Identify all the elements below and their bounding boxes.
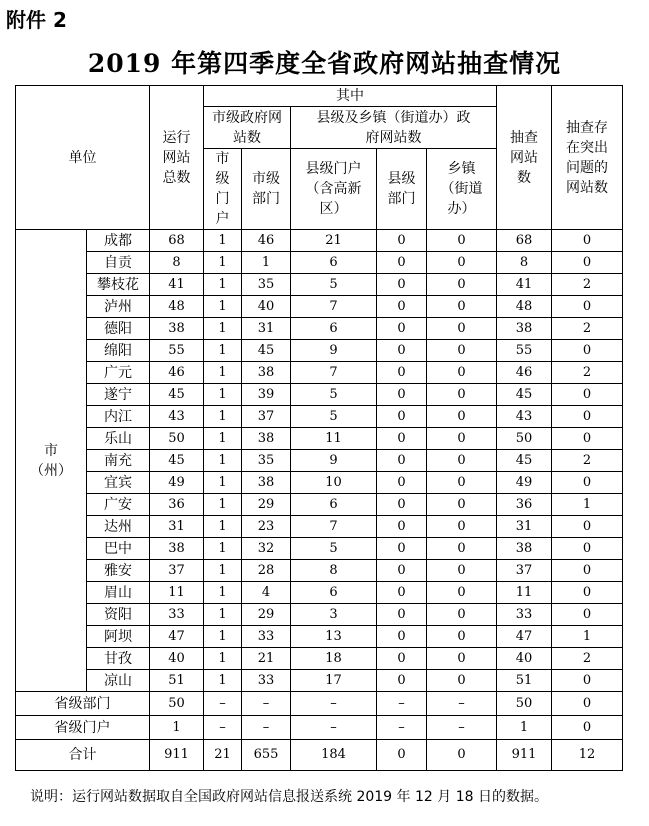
- table-row: [16, 582, 623, 604]
- cell-city-portal: 1: [204, 604, 242, 626]
- cell-county-portal: 18: [291, 648, 377, 670]
- cell-problem: 0: [552, 296, 623, 318]
- cell-problem: 2: [552, 362, 623, 384]
- cell-problem: 0: [552, 384, 623, 406]
- table-row: [16, 692, 623, 716]
- table-row: [16, 516, 623, 538]
- cell-county-portal: 184: [291, 740, 377, 771]
- cell-county-dept: 0: [377, 582, 427, 604]
- cell-county-dept: 0: [377, 340, 427, 362]
- table-row: [16, 604, 623, 626]
- cell-township: 0: [427, 582, 497, 604]
- row-name: 达州: [87, 516, 150, 538]
- cell-checked: 37: [497, 560, 552, 582]
- cell-township: 0: [427, 384, 497, 406]
- cell-city-dept: 38: [242, 472, 291, 494]
- cell-city-portal: 1: [204, 626, 242, 648]
- cell-city-portal: 1: [204, 582, 242, 604]
- cell-county-portal: 13: [291, 626, 377, 648]
- cell-township: 0: [427, 340, 497, 362]
- cell-checked: 50: [497, 692, 552, 716]
- cell-problem: 0: [552, 230, 623, 252]
- cell-total: 45: [150, 384, 204, 406]
- cell-problem: 0: [552, 252, 623, 274]
- cell-township: 0: [427, 428, 497, 450]
- cell-county-dept: –: [377, 692, 427, 716]
- cell-problem: 2: [552, 274, 623, 296]
- cell-problem: 1: [552, 626, 623, 648]
- row-name: 阿坝: [87, 626, 150, 648]
- cell-total: 38: [150, 538, 204, 560]
- cell-problem: 1: [552, 494, 623, 516]
- cell-checked: 45: [497, 384, 552, 406]
- cell-county-dept: 0: [377, 516, 427, 538]
- cell-checked: 48: [497, 296, 552, 318]
- cell-problem: 0: [552, 406, 623, 428]
- table-row: [16, 296, 623, 318]
- cell-township: 0: [427, 648, 497, 670]
- table-row: [16, 740, 623, 771]
- cell-total: 8: [150, 252, 204, 274]
- cell-problem: 0: [552, 670, 623, 692]
- cell-city-dept: 29: [242, 494, 291, 516]
- cell-checked: 51: [497, 670, 552, 692]
- cell-checked: 36: [497, 494, 552, 516]
- cell-county-portal: 17: [291, 670, 377, 692]
- cell-county-portal: 21: [291, 230, 377, 252]
- cell-county-dept: 0: [377, 670, 427, 692]
- row-name: 宜宾: [87, 472, 150, 494]
- cell-county-dept: 0: [377, 740, 427, 771]
- table-row: [16, 428, 623, 450]
- cell-city-dept: 46: [242, 230, 291, 252]
- cell-city-portal: 1: [204, 670, 242, 692]
- cell-total: 1: [150, 716, 204, 740]
- cell-city-dept: 655: [242, 740, 291, 771]
- cell-city-dept: –: [242, 716, 291, 740]
- header-city-dept: 市级 部门: [242, 149, 291, 230]
- cell-city-portal: 1: [204, 648, 242, 670]
- cell-county-portal: 8: [291, 560, 377, 582]
- cell-problem: 0: [552, 472, 623, 494]
- cell-township: 0: [427, 230, 497, 252]
- cell-township: –: [427, 692, 497, 716]
- header-county-group: 县级及乡镇（街道办）政 府网站数: [291, 107, 497, 149]
- cell-total: 46: [150, 362, 204, 384]
- cell-total: 43: [150, 406, 204, 428]
- table-row: [16, 450, 623, 472]
- cell-total: 50: [150, 692, 204, 716]
- row-name: 自贡: [87, 252, 150, 274]
- cell-total: 47: [150, 626, 204, 648]
- cell-township: –: [427, 716, 497, 740]
- row-name: 资阳: [87, 604, 150, 626]
- cell-county-portal: 5: [291, 406, 377, 428]
- cell-total: 45: [150, 450, 204, 472]
- cell-city-portal: 1: [204, 494, 242, 516]
- footnote: 说明：运行网站数据取自全国政府网站信息报送系统 2019 年 12 月 18 日的数据。: [30, 789, 548, 805]
- cell-total: 41: [150, 274, 204, 296]
- cell-township: 0: [427, 318, 497, 340]
- table-row: [16, 716, 623, 740]
- cell-total: 33: [150, 604, 204, 626]
- cell-county-portal: 7: [291, 362, 377, 384]
- row-name: 德阳: [87, 318, 150, 340]
- cell-township: 0: [427, 362, 497, 384]
- row-name: 雅安: [87, 560, 150, 582]
- row-name: 巴中: [87, 538, 150, 560]
- cell-problem: 0: [552, 692, 623, 716]
- table-row: [16, 648, 623, 670]
- row-name: 省级部门: [16, 692, 150, 716]
- cell-problem: 0: [552, 516, 623, 538]
- cell-checked: 41: [497, 274, 552, 296]
- cell-checked: 55: [497, 340, 552, 362]
- cell-township: 0: [427, 516, 497, 538]
- cell-problem: 2: [552, 318, 623, 340]
- cell-county-portal: 11: [291, 428, 377, 450]
- row-name: 广元: [87, 362, 150, 384]
- cell-township: 0: [427, 406, 497, 428]
- row-name: 成都: [87, 230, 150, 252]
- cell-checked: 8: [497, 252, 552, 274]
- cell-total: 51: [150, 670, 204, 692]
- cell-township: 0: [427, 252, 497, 274]
- cell-county-dept: 0: [377, 296, 427, 318]
- row-name: 内江: [87, 406, 150, 428]
- cell-county-dept: 0: [377, 450, 427, 472]
- inspection-table: [15, 85, 623, 771]
- cell-township: 0: [427, 560, 497, 582]
- group-label-city: 市 （州）: [16, 230, 87, 692]
- cell-township: 0: [427, 538, 497, 560]
- cell-city-dept: 39: [242, 384, 291, 406]
- header-checked: 抽查 网站 数: [497, 86, 552, 230]
- cell-county-portal: 6: [291, 582, 377, 604]
- cell-city-dept: 35: [242, 274, 291, 296]
- header-township: 乡镇 （街道 办）: [427, 149, 497, 230]
- table-row: [16, 626, 623, 648]
- cell-problem: 0: [552, 538, 623, 560]
- cell-county-portal: 5: [291, 384, 377, 406]
- cell-checked: 38: [497, 318, 552, 340]
- cell-city-dept: 32: [242, 538, 291, 560]
- table-row: [16, 318, 623, 340]
- cell-county-portal: 9: [291, 340, 377, 362]
- row-name: 攀枝花: [87, 274, 150, 296]
- row-name: 省级门户: [16, 716, 150, 740]
- cell-city-portal: 21: [204, 740, 242, 771]
- cell-city-dept: 4: [242, 582, 291, 604]
- header-total: 运行 网站 总数: [150, 86, 204, 230]
- cell-total: 40: [150, 648, 204, 670]
- cell-checked: 11: [497, 582, 552, 604]
- cell-total: 38: [150, 318, 204, 340]
- cell-township: 0: [427, 494, 497, 516]
- header-unit: 单位: [16, 86, 150, 230]
- cell-checked: 45: [497, 450, 552, 472]
- cell-city-portal: 1: [204, 274, 242, 296]
- cell-city-dept: 38: [242, 428, 291, 450]
- row-name: 乐山: [87, 428, 150, 450]
- row-name: 南充: [87, 450, 150, 472]
- table-row: [16, 340, 623, 362]
- cell-city-dept: 37: [242, 406, 291, 428]
- table-row: [16, 274, 623, 296]
- cell-city-portal: –: [204, 716, 242, 740]
- cell-city-dept: 29: [242, 604, 291, 626]
- row-name: 广安: [87, 494, 150, 516]
- cell-city-dept: 40: [242, 296, 291, 318]
- cell-total: 55: [150, 340, 204, 362]
- cell-city-portal: 1: [204, 296, 242, 318]
- cell-problem: 12: [552, 740, 623, 771]
- cell-total: 50: [150, 428, 204, 450]
- cell-county-portal: 5: [291, 538, 377, 560]
- header-city-group: 市级政府网 站数: [204, 107, 291, 149]
- cell-checked: 911: [497, 740, 552, 771]
- header-city-portal: 市 级 门 户: [204, 149, 242, 230]
- cell-problem: 0: [552, 428, 623, 450]
- cell-total: 11: [150, 582, 204, 604]
- cell-total: 31: [150, 516, 204, 538]
- cell-county-dept: 0: [377, 472, 427, 494]
- cell-city-dept: –: [242, 692, 291, 716]
- cell-total: 68: [150, 230, 204, 252]
- document-title: 2019 年第四季度全省政府网站抽查情况: [87, 49, 562, 78]
- cell-problem: 2: [552, 648, 623, 670]
- cell-city-dept: 38: [242, 362, 291, 384]
- cell-city-dept: 23: [242, 516, 291, 538]
- cell-city-dept: 45: [242, 340, 291, 362]
- cell-county-dept: 0: [377, 626, 427, 648]
- cell-township: 0: [427, 740, 497, 771]
- cell-checked: 50: [497, 428, 552, 450]
- cell-county-portal: –: [291, 716, 377, 740]
- cell-county-dept: 0: [377, 274, 427, 296]
- cell-total: 49: [150, 472, 204, 494]
- cell-township: 0: [427, 296, 497, 318]
- cell-county-portal: 3: [291, 604, 377, 626]
- cell-county-portal: –: [291, 692, 377, 716]
- cell-county-portal: 10: [291, 472, 377, 494]
- cell-county-dept: 0: [377, 230, 427, 252]
- cell-city-portal: 1: [204, 516, 242, 538]
- cell-county-dept: 0: [377, 384, 427, 406]
- cell-checked: 40: [497, 648, 552, 670]
- cell-county-dept: 0: [377, 648, 427, 670]
- table-row: [16, 230, 623, 252]
- table-row: [16, 560, 623, 582]
- row-name: 绵阳: [87, 340, 150, 362]
- cell-county-portal: 7: [291, 516, 377, 538]
- row-name: 甘孜: [87, 648, 150, 670]
- cell-city-portal: 1: [204, 362, 242, 384]
- cell-county-dept: 0: [377, 494, 427, 516]
- cell-city-dept: 33: [242, 670, 291, 692]
- cell-county-dept: –: [377, 716, 427, 740]
- table-row: [16, 670, 623, 692]
- row-name: 泸州: [87, 296, 150, 318]
- row-name: 遂宁: [87, 384, 150, 406]
- cell-county-dept: 0: [377, 560, 427, 582]
- row-name: 合计: [16, 740, 150, 771]
- cell-city-portal: 1: [204, 538, 242, 560]
- cell-township: 0: [427, 626, 497, 648]
- cell-checked: 49: [497, 472, 552, 494]
- cell-city-portal: 1: [204, 318, 242, 340]
- cell-city-dept: 35: [242, 450, 291, 472]
- cell-total: 36: [150, 494, 204, 516]
- table-row: [16, 362, 623, 384]
- cell-county-dept: 0: [377, 406, 427, 428]
- row-name: 眉山: [87, 582, 150, 604]
- cell-city-dept: 1: [242, 252, 291, 274]
- cell-problem: 0: [552, 604, 623, 626]
- cell-total: 48: [150, 296, 204, 318]
- cell-checked: 68: [497, 230, 552, 252]
- cell-township: 0: [427, 472, 497, 494]
- cell-county-portal: 7: [291, 296, 377, 318]
- table-row: [16, 406, 623, 428]
- cell-city-dept: 28: [242, 560, 291, 582]
- cell-total: 37: [150, 560, 204, 582]
- cell-township: 0: [427, 274, 497, 296]
- cell-problem: 0: [552, 582, 623, 604]
- cell-checked: 31: [497, 516, 552, 538]
- cell-city-portal: 1: [204, 384, 242, 406]
- cell-county-portal: 5: [291, 274, 377, 296]
- cell-total: 911: [150, 740, 204, 771]
- cell-county-dept: 0: [377, 604, 427, 626]
- cell-county-portal: 6: [291, 318, 377, 340]
- cell-problem: 0: [552, 716, 623, 740]
- cell-problem: 2: [552, 450, 623, 472]
- cell-city-portal: 1: [204, 428, 242, 450]
- cell-city-portal: 1: [204, 252, 242, 274]
- cell-checked: 38: [497, 538, 552, 560]
- cell-city-portal: 1: [204, 472, 242, 494]
- table-row: [16, 252, 623, 274]
- cell-city-portal: 1: [204, 340, 242, 362]
- cell-city-dept: 33: [242, 626, 291, 648]
- cell-city-portal: –: [204, 692, 242, 716]
- cell-checked: 46: [497, 362, 552, 384]
- cell-city-portal: 1: [204, 230, 242, 252]
- cell-county-dept: 0: [377, 318, 427, 340]
- cell-county-dept: 0: [377, 538, 427, 560]
- cell-county-dept: 0: [377, 428, 427, 450]
- cell-county-dept: 0: [377, 252, 427, 274]
- header-county-portal: 县级门户 （含高新 区）: [291, 149, 377, 230]
- cell-city-portal: 1: [204, 560, 242, 582]
- row-name: 凉山: [87, 670, 150, 692]
- cell-problem: 0: [552, 560, 623, 582]
- table-row: [16, 472, 623, 494]
- cell-checked: 47: [497, 626, 552, 648]
- cell-county-portal: 9: [291, 450, 377, 472]
- cell-checked: 1: [497, 716, 552, 740]
- table-row: [16, 384, 623, 406]
- cell-township: 0: [427, 450, 497, 472]
- header-problem: 抽查存 在突出 问题的 网站数: [552, 86, 623, 230]
- header-among: 其中: [204, 86, 497, 107]
- cell-township: 0: [427, 604, 497, 626]
- cell-county-dept: 0: [377, 362, 427, 384]
- cell-city-dept: 21: [242, 648, 291, 670]
- cell-township: 0: [427, 670, 497, 692]
- cell-city-portal: 1: [204, 406, 242, 428]
- cell-problem: 0: [552, 340, 623, 362]
- cell-city-portal: 1: [204, 450, 242, 472]
- cell-county-portal: 6: [291, 252, 377, 274]
- attachment-label: 附件 2: [6, 8, 67, 32]
- cell-checked: 43: [497, 406, 552, 428]
- cell-city-dept: 31: [242, 318, 291, 340]
- cell-county-portal: 6: [291, 494, 377, 516]
- header-county-dept: 县级 部门: [377, 149, 427, 230]
- table-row: [16, 494, 623, 516]
- table-row: [16, 538, 623, 560]
- cell-checked: 33: [497, 604, 552, 626]
